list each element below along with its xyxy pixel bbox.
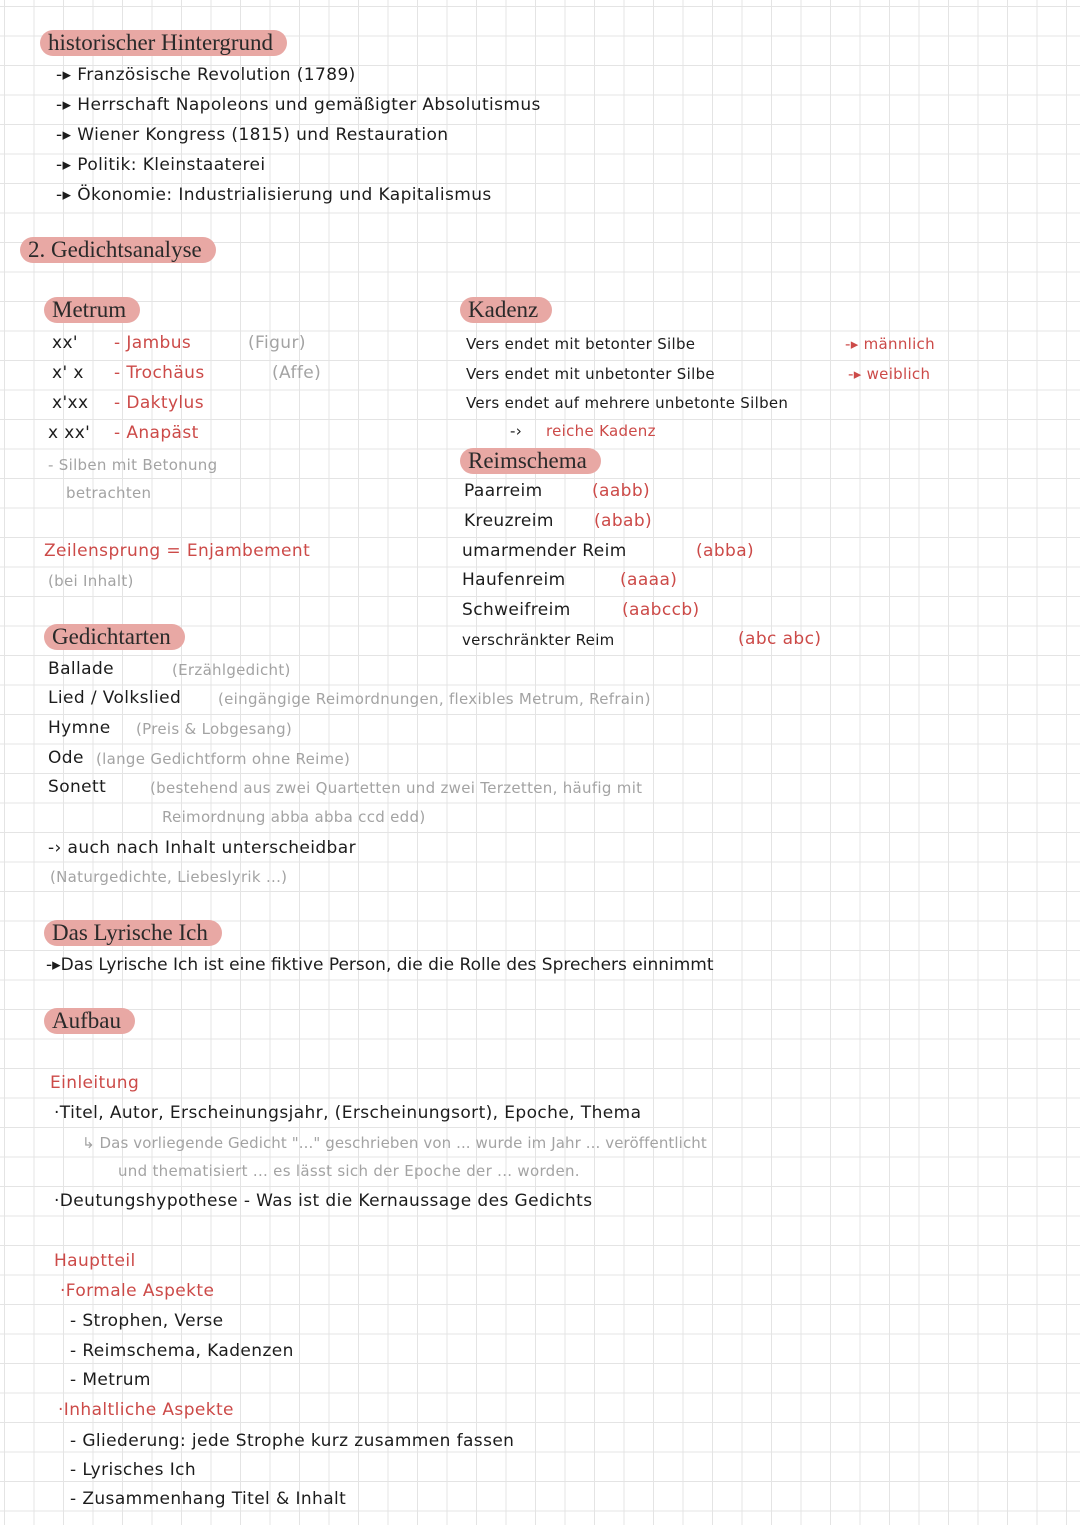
metrum-example: (Figur) (248, 333, 306, 353)
gedichtart-desc: (lange Gedichtform ohne Reime) (96, 750, 351, 768)
heading-kadenz: Kadenz (460, 297, 552, 323)
list-item: - Lyrisches Ich (70, 1460, 197, 1480)
zeilensprung-term: Zeilensprung = Enjambement (44, 541, 311, 561)
gedichtart-desc: (bestehend aus zwei Quartetten und zwei Terzetten, häufig mit (150, 779, 643, 797)
reim-code: (abc abc) (738, 629, 822, 649)
list-item: -▸ Herrschaft Napoleons und gemäßigter Absolutismus (56, 95, 541, 115)
list-item: - Metrum (70, 1370, 151, 1390)
metrum-name: - Anapäst (114, 423, 199, 443)
reim-name: Schweifreim (462, 600, 571, 620)
heading-gedichtsanalyse: 2. Gedichtsanalyse (20, 237, 216, 263)
metrum-name: - Trochäus (114, 363, 205, 383)
gedichtart-name: Ballade (48, 659, 114, 679)
metrum-pattern: x' x (52, 363, 84, 383)
reim-code: (aaaa) (620, 570, 678, 590)
reim-code: (abba) (696, 541, 755, 561)
reim-name: verschränkter Reim (462, 631, 615, 649)
einleitung-hinweis: und thematisiert ... es lässt sich der Epoche der ... worden. (118, 1162, 580, 1180)
zeilensprung-note: (bei Inhalt) (48, 572, 134, 590)
gedichtart-desc: (Erzählgedicht) (172, 661, 291, 679)
reim-code: (aabb) (592, 481, 651, 501)
list-item: -▸ Wiener Kongress (1815) und Restauration (56, 125, 449, 145)
list-item: -▸ Französische Revolution (1789) (56, 65, 356, 85)
hauptteil-label: Hauptteil (54, 1251, 136, 1271)
reim-name: Kreuzreim (464, 511, 554, 531)
kadenz-rule: Vers endet mit unbetonter Silbe (466, 365, 715, 383)
metrum-note: - Silben mit Betonung (48, 456, 218, 474)
metrum-name: - Daktylus (114, 393, 204, 413)
deutungshypothese: ·Deutungshypothese - Was ist die Kernaussage des Gedichts (54, 1191, 593, 1211)
reim-code: (abab) (594, 511, 653, 531)
list-item: -▸ Politik: Kleinstaaterei (56, 155, 266, 175)
kadenz-arrow: -› (510, 422, 523, 440)
list-item: - Gliederung: jede Strophe kurz zusammen fassen (70, 1431, 515, 1451)
gedichtarten-inhalt: -› auch nach Inhalt unterscheidbar (48, 838, 356, 858)
metrum-pattern: xx' (52, 333, 78, 353)
reim-name: umarmender Reim (462, 541, 627, 561)
heading-lyrisches-ich: Das Lyrische Ich (44, 920, 222, 946)
list-item: - Zusammenhang Titel & Inhalt (70, 1489, 347, 1509)
metrum-note: betrachten (66, 484, 152, 502)
gedichtarten-inhalt-beispiele: (Naturgedichte, Liebeslyrik ...) (50, 868, 288, 886)
kadenz-result: -▸ männlich (845, 335, 935, 353)
metrum-pattern: x xx' (48, 423, 91, 443)
inhaltliche-aspekte-label: ·Inhaltliche Aspekte (58, 1400, 234, 1420)
heading-gedichtarten: Gedichtarten (44, 624, 185, 650)
gedichtart-name: Hymne (48, 718, 111, 738)
reim-name: Paarreim (464, 481, 543, 501)
list-item: - Strophen, Verse (70, 1311, 224, 1331)
einleitung-punkte: ·Titel, Autor, Erscheinungsjahr, (Erscheinungsort), Epoche, Thema (54, 1103, 642, 1123)
heading-historischer-hintergrund: historischer Hintergrund (40, 30, 287, 56)
kadenz-result: -▸ weiblich (848, 365, 931, 383)
heading-reimschema: Reimschema (460, 448, 601, 474)
gedichtart-name: Lied / Volkslied (48, 688, 182, 708)
metrum-pattern: x'xx (52, 393, 89, 413)
kadenz-rule: Vers endet auf mehrere unbetonte Silben (466, 394, 789, 412)
sonett-reimordnung: Reimordnung abba abba ccd edd) (162, 808, 426, 826)
heading-metrum: Metrum (44, 297, 140, 323)
metrum-name: - Jambus (114, 333, 192, 353)
metrum-example: (Affe) (272, 363, 322, 383)
reim-name: Haufenreim (462, 570, 566, 590)
gedichtart-desc: (eingängige Reimordnungen, flexibles Metrum, Refrain) (218, 690, 651, 708)
list-item: -▸ Ökonomie: Industrialisierung und Kapitalismus (56, 185, 492, 205)
lyrisches-ich-definition: -▸Das Lyrische Ich ist eine fiktive Person, die die Rolle des Sprechers einnimmt (46, 955, 714, 975)
gedichtart-name: Ode (48, 748, 84, 768)
list-item: - Reimschema, Kadenzen (70, 1341, 294, 1361)
einleitung-hinweis: ↳ Das vorliegende Gedicht "..." geschrieben von ... wurde im Jahr ... veröffentlicht (82, 1134, 707, 1152)
heading-aufbau: Aufbau (44, 1008, 135, 1034)
gedichtart-desc: (Preis & Lobgesang) (136, 720, 293, 738)
kadenz-reich: reiche Kadenz (546, 422, 656, 440)
kadenz-rule: Vers endet mit betonter Silbe (466, 335, 696, 353)
gedichtart-name: Sonett (48, 777, 107, 797)
einleitung-label: Einleitung (50, 1073, 140, 1093)
reim-code: (aabccb) (622, 600, 700, 620)
formale-aspekte-label: ·Formale Aspekte (60, 1281, 215, 1301)
